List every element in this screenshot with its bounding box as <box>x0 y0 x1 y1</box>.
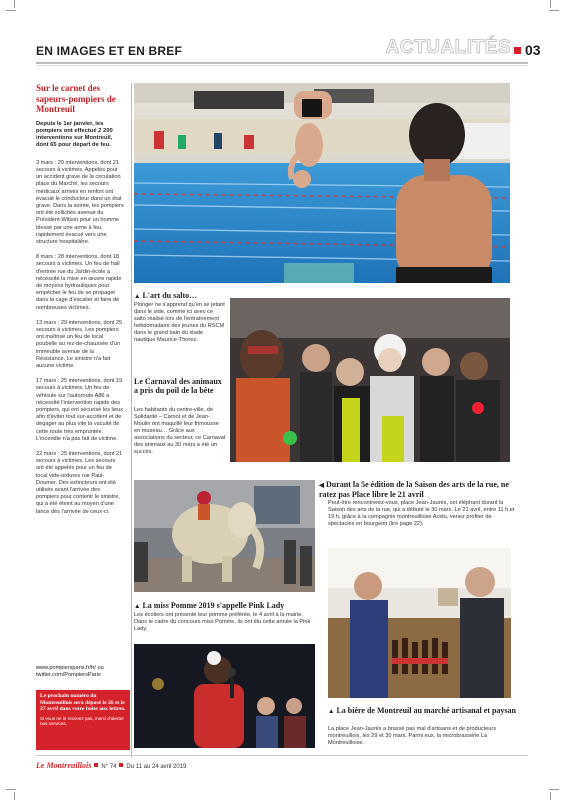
triangle-icon: ▲ <box>328 708 335 715</box>
arts-title-text: Durant la 5e édition de la Saison des arts de la rue, ne ratez pas Place libre le 21 avril <box>319 480 509 499</box>
salto-title-text: L'art du salto… <box>142 291 198 300</box>
miss-text: Les écoliers ont présenté leur pomme préférée, le 4 avril à la mairie. Dans le cadre du concours miss Pomme, ils ont élu cette année la Pink Lady. <box>134 612 311 632</box>
miss-title-text: La miss Pomme 2019 s'appelle Pink Lady <box>142 601 285 610</box>
crop-mark <box>549 10 559 11</box>
photo-credit <box>512 279 516 280</box>
biere-text: La place Jean-Jaurès a brassé pas mal d'artisans et de producteurs montreuillois, les 29 et 30 mars. Parmi eux, la microbrasserie La Montreuilloise. <box>328 726 497 746</box>
miss-title <box>134 601 324 611</box>
delivery-notice-text: Le prochain numéro du Montreuillois sera déposé le 26 et le 27 avril dans votre boîte aux lettres. <box>40 693 126 713</box>
footer-square <box>94 763 98 767</box>
elephant-photo-image <box>134 480 315 592</box>
intervention-item: 3 mars : 29 interventions, dont 21 secours à victimes. Appelés pour un accident grave de la circulation place du Marché, les secours médicaux arrivés en renfort ont évacué le conducteur dans un état grave. Dans la soirée, les pompiers ont été sollicités avenue du Président-Wilson pour un homme blessé par une arme à feu, rapidement évacué vers une structure hospitalière. <box>36 159 124 245</box>
arts-title <box>319 480 517 499</box>
section-title: EN IMAGES ET EN BREF <box>36 44 183 58</box>
footer <box>36 761 186 770</box>
carnaval-photo-image <box>230 298 510 462</box>
left-links <box>36 665 128 679</box>
crop-mark <box>550 792 551 800</box>
arts-text: Peut-être rencontrerez-vous, place Jean-Jaurès, cet éléphant durant la Saison des arts de la rue, qui a débuté le 30 mars. Le 21 avril, entre 11 h et 19 h, grâce à la compagnie montreuilloise Acidu, venez profiter de spectacles en bourgeon (lire page 22). <box>328 500 515 527</box>
page-number: 03 <box>525 42 541 58</box>
triangle-icon: ▲ <box>134 293 141 300</box>
intervention-item: 22 mars : 25 interventions, dont 21 secours à victimes. Les secours ont été appelés pour un feu de local vide-ordures rue Paul-Doumer. Des extincteurs ont été utilisés avant l'arrivée des pompiers pour contenir le sinistre, qui a été éteint au moyen d'une lance dès l'arrivée de ceux-ci. <box>36 451 123 515</box>
rubric-title: ACTUALITÉS <box>385 37 511 58</box>
left-column <box>36 83 124 524</box>
delivery-notice-subtext: Si vous ne le recevez pas, merci d'alerter nos services. <box>40 715 124 727</box>
left-title: Sur le carnet des sapeurs-pompiers de Montreuil <box>36 83 116 114</box>
biere-title-text: La bière de Montreuil au marché artisanal et paysan <box>336 706 516 715</box>
intervention-item: 8 mars : 28 interventions, dont 18 secours à victimes. Un feu de hall d'entrée rue du Jardin-école a nécessité la mise en œuvre rapide de moyens hydrauliques pour empêcher le feu de se propager dans la cage d'escalier et faire de nombreuses victimes. <box>36 254 122 311</box>
footer-brand: Le Montreuillois <box>36 761 92 770</box>
delivery-notice <box>36 690 130 750</box>
diving-photo-image <box>134 83 510 283</box>
rubric-square <box>514 47 521 54</box>
column-divider <box>131 83 132 758</box>
twitter-link[interactable]: twitter.com/PompiersParis <box>36 672 101 679</box>
footer-square <box>119 763 123 767</box>
salto-text: Plonger ne s'apprend qu'en se jetant dans le vide, comme ici avec ce salto réalisé lors de l'entraînement hebdomadaire des jeunes du RSCM dans le grand bain du stade nautique Maurice-Thorez. <box>134 302 225 343</box>
footer-dates: Du 11 au 24 avril 2019 <box>126 764 187 770</box>
triangle-left-icon: ◀ <box>319 482 324 489</box>
header-rule <box>36 62 528 64</box>
biere-title <box>328 706 518 716</box>
crop-mark <box>6 10 16 11</box>
carnaval-title: Le Carnaval des animaux a pris du poil de la bête <box>134 377 222 395</box>
pompiers-link[interactable]: www.pompiersparis.fr/fr/ ou <box>36 665 104 671</box>
singer-photo-image <box>134 644 315 748</box>
left-intro: Depuis le 1er janvier, les pompiers ont effectué 2 200 interventions sur Montreuil, dont 65 pour départ de feu. <box>36 120 113 149</box>
crop-mark <box>550 0 551 8</box>
beer-photo-image <box>328 548 511 698</box>
intervention-item: 17 mars : 25 interventions, dont 19 secours à victimes. Un feu de véhicule sur l'autoroute A86 a nécessité l'intervention rapide des pompiers, qui ont sécurisé les lieux afin d'éviter tout sur-accident et de dégager au plus vite la vacuité de cette route très empruntée. L'incendie n'a pas fait de victime. <box>36 378 124 442</box>
footer-issue: N° 74 <box>101 764 117 770</box>
crop-mark <box>14 0 15 8</box>
salto-title <box>134 291 234 301</box>
footer-rule <box>36 755 528 756</box>
triangle-icon: ▲ <box>134 603 141 610</box>
diving-photo <box>134 83 510 283</box>
header-rule-thin <box>36 65 528 66</box>
crop-mark <box>14 792 15 800</box>
singer-photo <box>134 644 315 748</box>
beer-photo <box>328 548 511 698</box>
carnaval-photo <box>230 298 510 462</box>
carnaval-text: Les habitants du centre-ville, de Solidarité – Carnot et de Jean-Moulin ont maquillé leur frimousse en museau… Grâce aux associations du secteur, ce Carnaval des animaux au 30 mars a été un succès. <box>134 407 226 455</box>
crop-mark <box>6 789 16 790</box>
intervention-item: 13 mars : 29 interventions, dont 25 secours à victimes. Les pompiers ont maîtrisé un feu de local poubelle au rez-de-chaussée d'un immeuble avenue de la Résistance. Le sinistre n'a fait aucune victime. <box>36 319 123 369</box>
elephant-photo <box>134 480 315 592</box>
crop-mark <box>549 789 559 790</box>
